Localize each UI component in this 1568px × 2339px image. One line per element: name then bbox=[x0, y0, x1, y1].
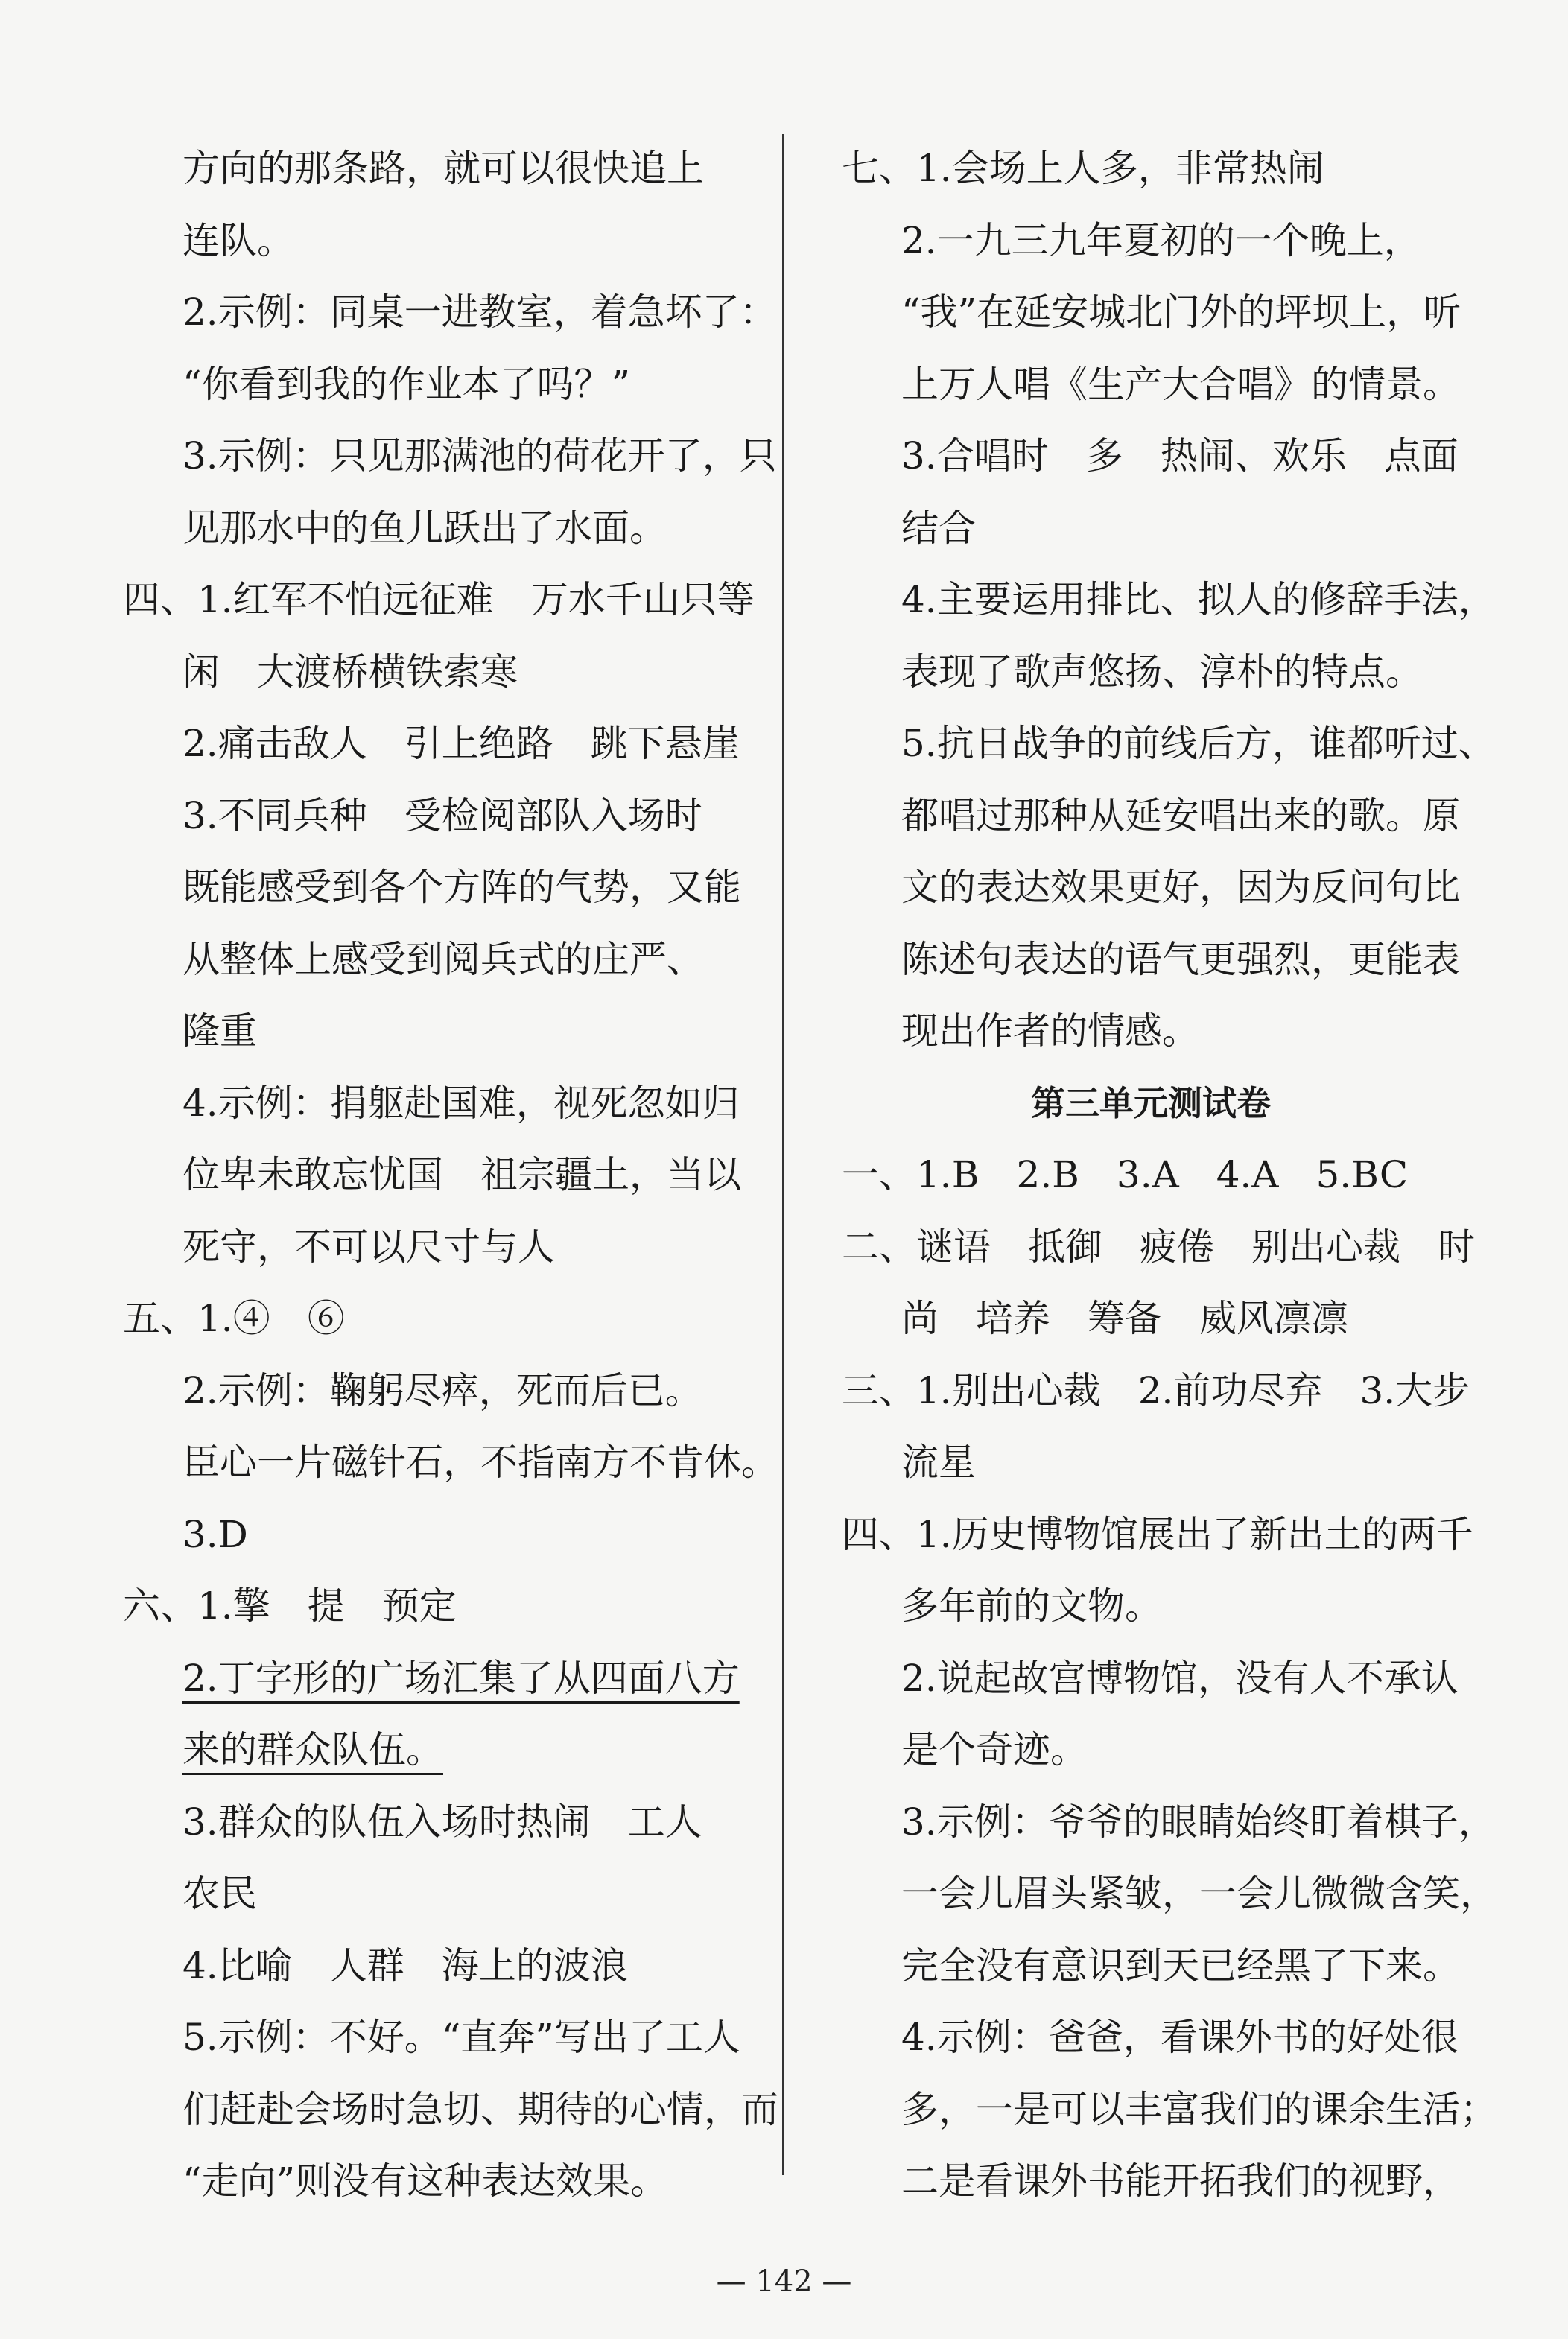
answer-text: 死守，不可以尺寸与人 bbox=[182, 1225, 555, 1269]
answer-line bbox=[123, 636, 741, 708]
answer-line bbox=[842, 420, 1460, 492]
answer-line bbox=[123, 1426, 778, 1499]
answer-line bbox=[842, 1211, 1475, 1283]
answer-line bbox=[842, 492, 1460, 565]
answer-text: 二、谜语 抵御 疲倦 别出心裁 时 bbox=[842, 1225, 1475, 1269]
answer-text: 5.抗日战争的前线后方，谁都听过、 bbox=[901, 722, 1496, 765]
answer-line bbox=[842, 205, 1460, 277]
answer-line bbox=[842, 1570, 1460, 1643]
answer-line bbox=[842, 1786, 1496, 1859]
answer-line bbox=[123, 1570, 741, 1643]
answer-line bbox=[842, 133, 1460, 205]
answer-line bbox=[123, 205, 741, 277]
answer-line bbox=[842, 780, 1460, 852]
answer-text: 多年前的文物。 bbox=[901, 1584, 1162, 1628]
answer-text: 2.丁字形的广场汇集了从四面八方 bbox=[182, 1656, 740, 1700]
answer-line bbox=[123, 851, 741, 924]
answer-text: 一、1.B 2.B 3.A 4.A 5.BC bbox=[842, 1153, 1409, 1196]
right-column bbox=[842, 133, 1497, 2218]
answer-line bbox=[842, 636, 1460, 708]
answer-text: 隆重 bbox=[182, 1009, 257, 1053]
answer-line bbox=[123, 276, 777, 349]
answer-line bbox=[842, 1714, 1460, 1786]
answer-line bbox=[842, 1355, 1470, 1427]
answer-line bbox=[123, 564, 755, 636]
answer-line bbox=[842, 1139, 1460, 1211]
answer-line bbox=[842, 276, 1460, 349]
page-number: — 142 — bbox=[716, 2265, 852, 2299]
answer-text: 们赶赴会场时急切、期待的心情，而 bbox=[182, 2087, 778, 2131]
answer-text: “走向”则没有这种表达效果。 bbox=[182, 2159, 668, 2203]
answer-text: 2.示例：鞠躬尽瘁，死而后已。 bbox=[182, 1368, 702, 1412]
answer-text: 3.D bbox=[182, 1512, 248, 1556]
answer-line bbox=[123, 995, 741, 1067]
answer-text: 2.痛击敌人 引上绝路 跳下悬崖 bbox=[182, 722, 740, 765]
answer-text: 四、1.红军不怕远征难 万水千山只等 bbox=[123, 578, 755, 621]
answer-text: 2.一九三九年夏初的一个晚上， bbox=[901, 218, 1421, 262]
answer-text: “我”在延安城北门外的坪坝上，听 bbox=[901, 291, 1461, 334]
answer-text: 3.示例：只见那满池的荷花开了，只 bbox=[182, 434, 777, 477]
answer-line bbox=[123, 133, 741, 205]
answer-line bbox=[123, 2074, 778, 2146]
answer-line bbox=[123, 1643, 741, 1715]
answer-line bbox=[842, 995, 1460, 1067]
answer-text: 4.示例：捐躯赴国难，视死忽如归 bbox=[182, 1081, 740, 1125]
answer-text: 完全没有意识到天已经黑了下来。 bbox=[901, 1943, 1460, 1987]
answer-text: 4.比喻 人群 海上的波浪 bbox=[182, 1943, 628, 1987]
answer-line bbox=[123, 349, 741, 421]
answer-line bbox=[123, 1786, 741, 1859]
answer-line bbox=[123, 1858, 741, 1930]
answer-text: 来的群众队伍。 bbox=[182, 1728, 443, 1771]
answer-text: 方向的那条路，就可以很快追上 bbox=[182, 147, 704, 190]
answer-text: 上万人唱《生产大合唱》的情景。 bbox=[901, 362, 1460, 406]
left-column bbox=[123, 133, 778, 2218]
answer-text: 农民 bbox=[182, 1872, 257, 1915]
answer-line bbox=[842, 1930, 1460, 2002]
answer-text: 5.示例：不好。“直奔”写出了工人 bbox=[182, 2016, 740, 2059]
answer-text: 第三单元测试卷 bbox=[1031, 1082, 1271, 1123]
answer-text: 尚 培养 筹备 威风凛凛 bbox=[901, 1297, 1348, 1340]
answer-line bbox=[842, 924, 1460, 996]
answer-line bbox=[842, 1499, 1473, 1571]
answer-text: 4.示例：爸爸，看课外书的好处很 bbox=[901, 2016, 1459, 2059]
answer-line bbox=[842, 1283, 1460, 1355]
answer-text: 位卑未敢忘忧国 祖宗疆土，当以 bbox=[182, 1153, 741, 1196]
answer-text: 臣心一片磁针石，不指南方不肯休。 bbox=[182, 1441, 778, 1484]
answer-line bbox=[123, 420, 777, 492]
column-divider bbox=[782, 134, 784, 2175]
answer-text: 结合 bbox=[901, 506, 976, 550]
answer-text: 文的表达效果更好，因为反问句比 bbox=[901, 866, 1460, 909]
answer-line bbox=[842, 1858, 1497, 1930]
answer-line bbox=[123, 924, 741, 996]
answer-text: 三、1.别出心裁 2.前功尽弃 3.大步 bbox=[842, 1368, 1470, 1412]
answer-text: 四、1.历史博物馆展出了新出土的两千 bbox=[842, 1512, 1473, 1556]
answer-text: 六、1.擎 提 预定 bbox=[123, 1584, 457, 1628]
answer-text: 流星 bbox=[901, 1441, 976, 1484]
answer-line bbox=[123, 1499, 741, 1571]
answer-text: 闲 大渡桥横铁索寒 bbox=[182, 650, 518, 694]
answer-text: 2.说起故宫博物馆，没有人不承认 bbox=[901, 1656, 1459, 1700]
answer-line bbox=[842, 564, 1496, 636]
answer-text: 表现了歌声悠扬、淳朴的特点。 bbox=[901, 650, 1423, 694]
answer-text: 是个奇迹。 bbox=[901, 1728, 1088, 1771]
answer-text: 二是看课外书能开拓我们的视野， bbox=[901, 2159, 1460, 2203]
answer-text: 3.合唱时 多 热闹、欢乐 点面 bbox=[901, 434, 1459, 477]
answer-line bbox=[123, 492, 741, 565]
answer-text: 从整体上感受到阅兵式的庄严、 bbox=[182, 937, 704, 981]
answer-line bbox=[842, 708, 1496, 780]
answer-line bbox=[123, 708, 741, 780]
answer-line bbox=[842, 2074, 1497, 2146]
answer-text: 4.主要运用排比、拟人的修辞手法， bbox=[901, 578, 1496, 621]
answer-line bbox=[842, 851, 1460, 924]
answer-text: 都唱过那种从延安唱出来的歌。原 bbox=[901, 793, 1460, 837]
answer-text: 见那水中的鱼儿跃出了水面。 bbox=[182, 506, 667, 550]
answer-text: 3.群众的队伍入场时热闹 工人 bbox=[182, 1800, 702, 1844]
answer-text: 既能感受到各个方阵的气势，又能 bbox=[182, 866, 741, 909]
answer-text: 2.示例：同桌一进教室，着急坏了： bbox=[182, 291, 777, 334]
answer-text: 陈述句表达的语气更强烈，更能表 bbox=[901, 937, 1460, 981]
answer-text: 现出作者的情感。 bbox=[901, 1009, 1199, 1053]
answer-text: 五、1.④ ⑥ bbox=[123, 1297, 345, 1340]
answer-line bbox=[123, 1714, 741, 1786]
answer-line bbox=[123, 780, 741, 852]
answer-line bbox=[123, 1283, 741, 1355]
answer-line bbox=[123, 1355, 741, 1427]
answer-line bbox=[842, 2002, 1460, 2074]
answer-text: 连队。 bbox=[182, 218, 294, 262]
answer-text: 一会儿眉头紧皱，一会儿微微含笑， bbox=[901, 1872, 1497, 1915]
answer-text: 3.示例：爷爷的眼睛始终盯着棋子， bbox=[901, 1800, 1496, 1844]
answer-line bbox=[123, 2002, 741, 2074]
answer-line bbox=[123, 1067, 741, 1140]
answer-text: 多，一是可以丰富我们的课余生活； bbox=[901, 2087, 1497, 2131]
answer-line bbox=[842, 1426, 1460, 1499]
answer-text: 3.不同兵种 受检阅部队入场时 bbox=[182, 793, 702, 837]
answer-line bbox=[123, 1139, 741, 1211]
answer-text: 七、1.会场上人多，非常热闹 bbox=[842, 147, 1324, 190]
answer-line bbox=[842, 349, 1460, 421]
answer-line bbox=[123, 1211, 741, 1283]
section-heading bbox=[842, 1067, 1460, 1140]
answer-line bbox=[842, 1643, 1460, 1715]
answer-line bbox=[123, 1930, 741, 2002]
answer-text: “你看到我的作业本了吗？” bbox=[182, 362, 631, 406]
answer-line bbox=[842, 2145, 1460, 2218]
answer-line bbox=[123, 2145, 741, 2218]
